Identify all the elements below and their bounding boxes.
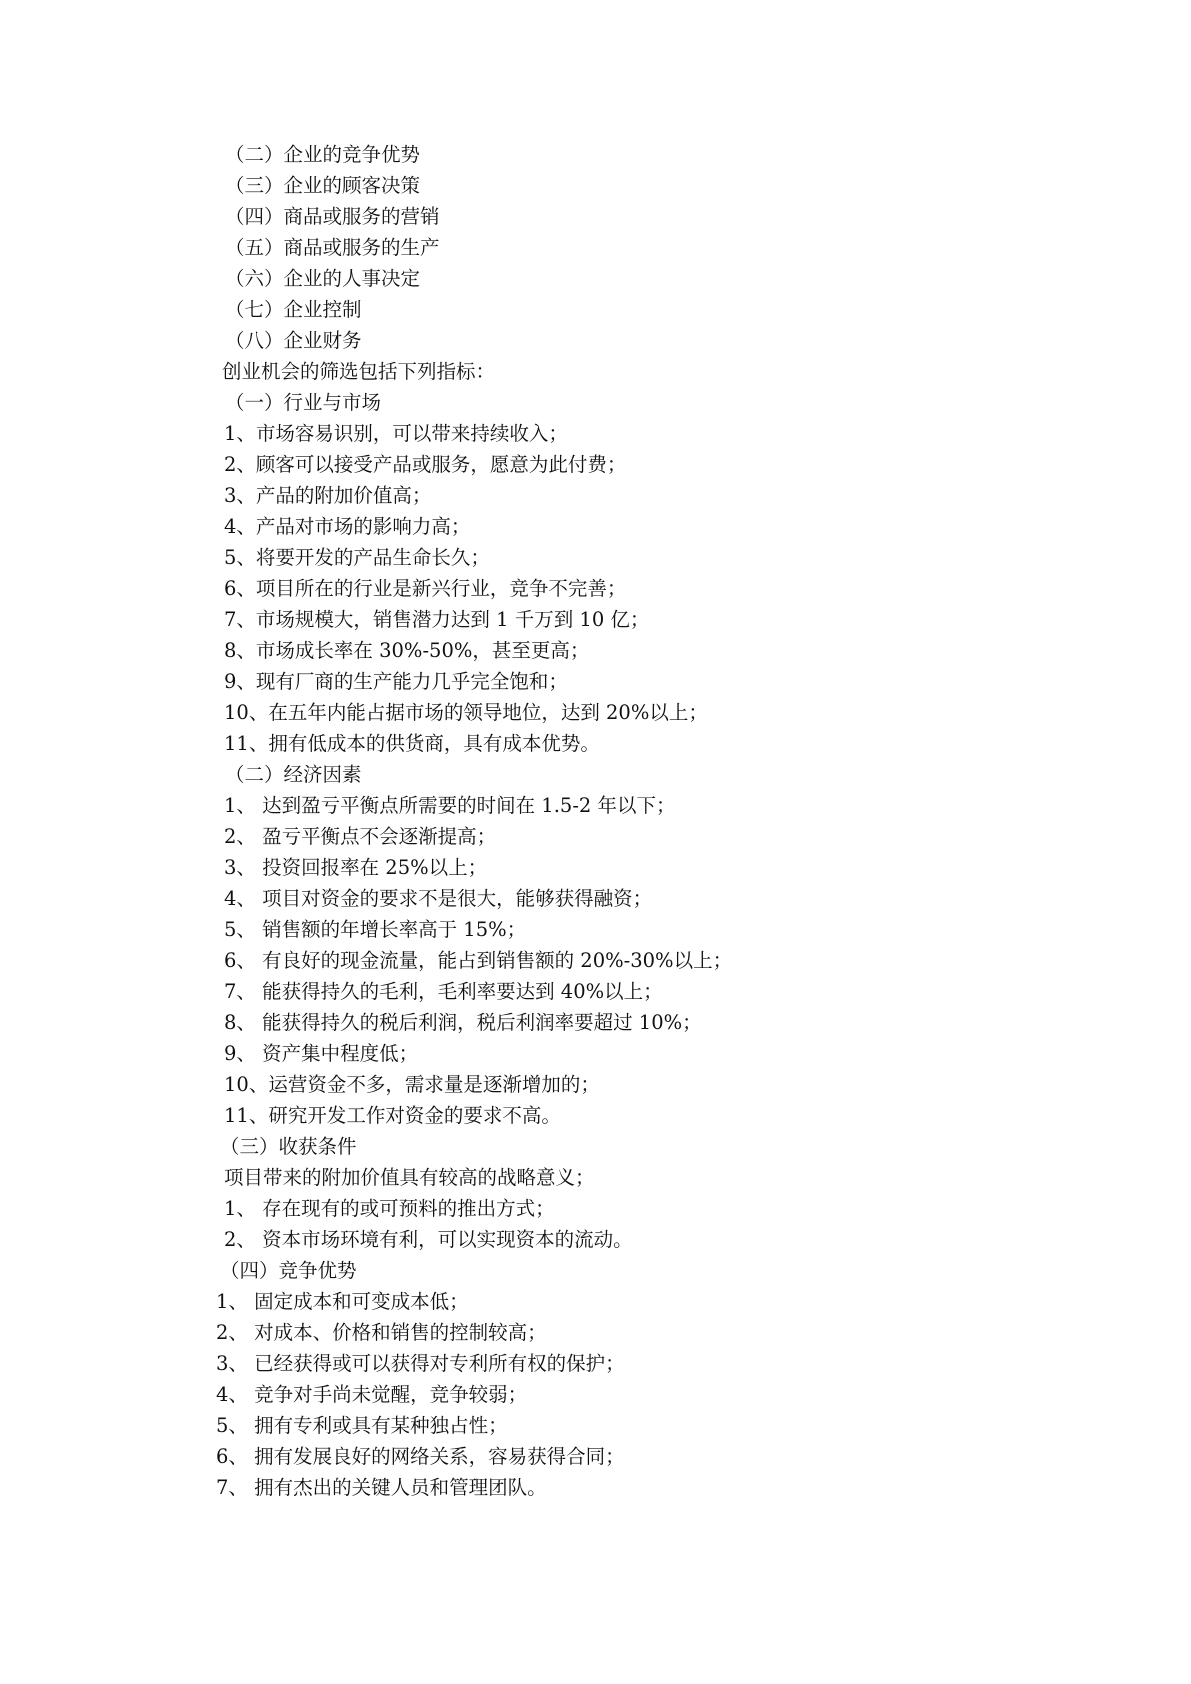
doc-line: 7、 拥有杰出的关键人员和管理团队。 [216,1476,547,1499]
doc-line: （四）商品或服务的营销 [225,205,440,228]
doc-line: 2、 盈亏平衡点不会逐渐提高； [224,825,497,848]
doc-line: 4、 项目对资金的要求不是很大，能够获得融资； [224,887,653,910]
doc-line: （六）企业的人事决定 [225,267,421,290]
doc-line: 2、 对成本、价格和销售的控制较高； [216,1321,547,1344]
doc-line: （二）经济因素 [225,763,362,786]
doc-line: 6、项目所在的行业是新兴行业，竞争不完善； [224,577,627,600]
doc-line: 5、 销售额的年增长率高于 15%； [224,918,527,941]
doc-line: 6、 拥有发展良好的网络关系，容易获得合同； [216,1445,625,1468]
doc-line: 1、 达到盈亏平衡点所需要的时间在 1.5-2 年以下； [224,794,676,817]
doc-line: （七）企业控制 [225,298,362,321]
doc-line: 2、顾客可以接受产品或服务，愿意为此付费； [224,453,627,476]
doc-line: 3、产品的附加价值高； [224,484,432,507]
doc-line: 3、 已经获得或可以获得对专利所有权的保护； [216,1352,625,1375]
doc-line: 5、将要开发的产品生命长久； [224,546,490,569]
doc-line: 3、 投资回报率在 25%以上； [224,856,488,879]
doc-line: 10、在五年内能占据市场的领导地位，达到 20%以上； [224,701,708,724]
doc-line: 9、现有厂商的生产能力几乎完全饱和； [224,670,568,693]
doc-line: （一）行业与市场 [225,391,382,414]
doc-line: （五）商品或服务的生产 [225,236,440,259]
doc-line: （二）企业的竞争优势 [225,143,421,166]
doc-line: 1、 存在现有的或可预料的推出方式； [224,1197,555,1220]
doc-line: 项目带来的附加价值具有较高的战略意义； [224,1166,595,1189]
doc-line: 1、 固定成本和可变成本低； [216,1290,469,1313]
doc-line: 9、 资产集中程度低； [224,1042,419,1065]
doc-line: （八）企业财务 [225,329,362,352]
doc-line: 11、研究开发工作对资金的要求不高。 [224,1104,561,1127]
doc-line: 4、 竞争对手尚未觉醒，竞争较弱； [216,1383,528,1406]
doc-line: 6、 有良好的现金流量，能占到销售额的 20%-30%以上； [224,949,733,972]
doc-line: 8、 能获得持久的税后利润，税后利润率要超过 10%； [224,1011,702,1034]
doc-line: 5、 拥有专利或具有某种独占性； [216,1414,508,1437]
doc-line: 1、市场容易识别，可以带来持续收入； [224,422,568,445]
doc-line: （三）收获条件 [220,1135,357,1158]
doc-line: 10、运营资金不多，需求量是逐渐增加的； [224,1073,600,1096]
doc-line: 2、 资本市场环境有利，可以实现资本的流动。 [224,1228,633,1251]
doc-line: 4、产品对市场的影响力高； [224,515,471,538]
doc-line: 创业机会的筛选包括下列指标： [222,360,496,383]
doc-line: （四）竞争优势 [220,1259,357,1282]
doc-line: （三）企业的顾客决策 [225,174,421,197]
doc-line: 11、拥有低成本的供货商，具有成本优势。 [224,732,600,755]
doc-line: 7、 能获得持久的毛利，毛利率要达到 40%以上； [224,980,663,1003]
doc-line: 8、市场成长率在 30%-50%，甚至更高； [224,639,590,662]
doc-line: 7、市场规模大，销售潜力达到 1 千万到 10 亿； [224,608,650,631]
